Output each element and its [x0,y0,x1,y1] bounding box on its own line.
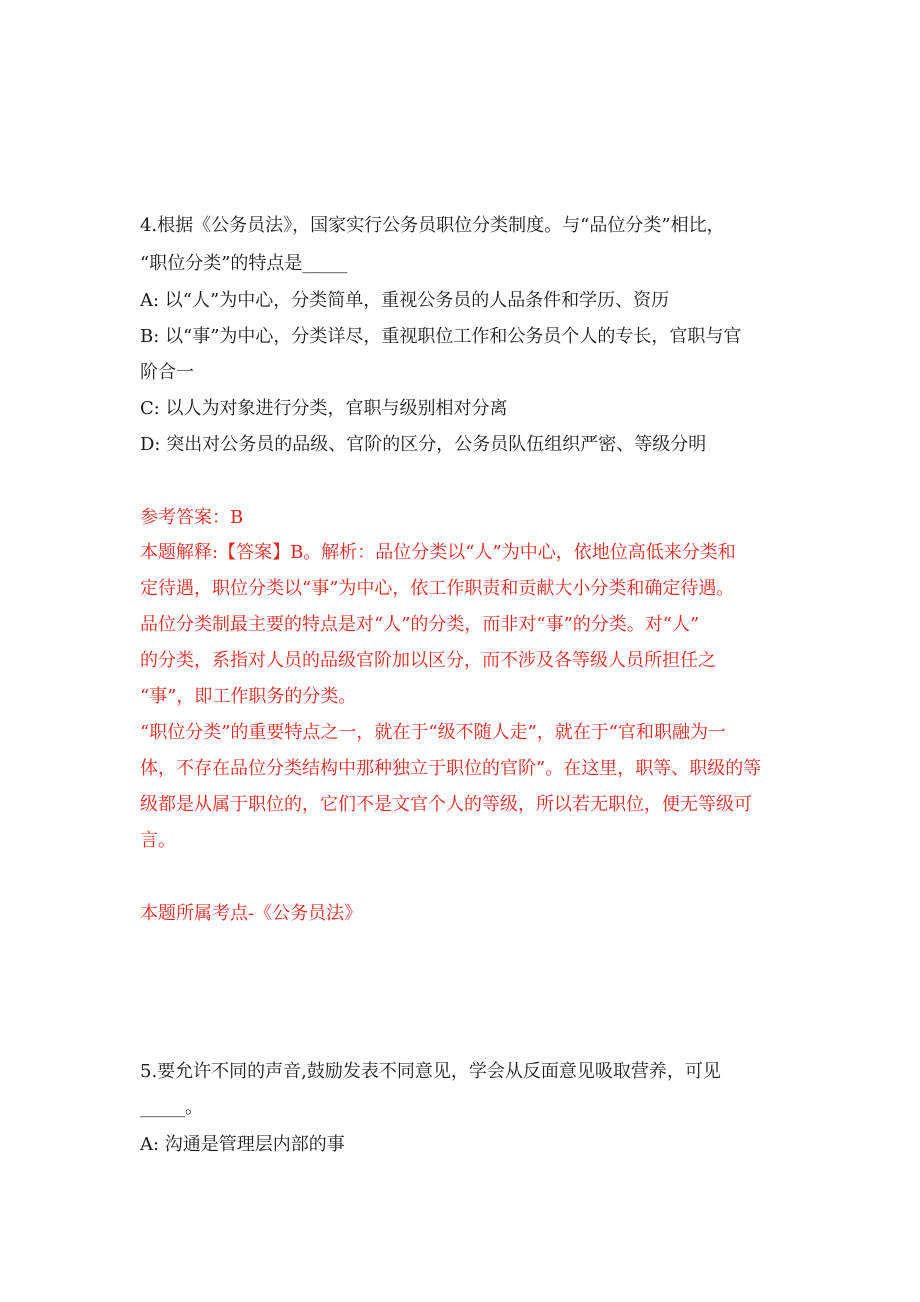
question-4-explanation-line-9: 言。 [140,830,176,851]
question-4-explanation-line-8: 级都是从属于职位的，它们不是文官个人的等级，所以若无职位，便无等级可 [140,794,752,815]
question-4-option-d: D: 突出对公务员的品级、官阶的区分，公务员队伍组织严密、等级分明 [140,434,707,455]
question-4-explanation-line-5: “事”，即工作职务的分类。 [140,686,357,707]
question-4-explanation-line-4: 的分类，系指对人员的品级官阶加以区分，而不涉及各等级人员所担任之 [140,650,716,671]
question-4-explanation-line-2: 定待遇，职位分类以“事”为中心，依工作职责和贡献大小分类和确定待遇。 [140,578,735,599]
question-5-stem-line-1: 5.要允许不同的声音,鼓励发表不同意见，学会从反面意见吸取营养，可见 [140,1061,721,1082]
question-4-option-a: A: 以“人”为中心，分类简单，重视公务员的人品条件和学历、资历 [140,290,670,311]
question-4-explanation-line-6: “职位分类”的重要特点之一，就在于“级不随人走”，就在于“官和职融为一 [140,722,727,743]
question-4-explanation-line-3: 品位分类制最主要的特点是对“人”的分类，而非对“事”的分类。对“人” [140,614,700,635]
question-4-stem-line-1: 4.根据《公务员法》，国家实行公务员职位分类制度。与“品位分类”相比， [140,215,725,236]
question-4-option-b: B: 以“事”为中心，分类详尽，重视职位工作和公务员个人的专长，官职与官 [140,326,742,347]
question-4-topic: 本题所属考点-《公务员法》 [140,903,363,924]
question-4-stem-line-2: “职位分类”的特点是_____ [140,253,348,274]
question-5-option-a: A: 沟通是管理层内部的事 [140,1134,345,1155]
question-4-explanation-line-1: 本题解释:【答案】B。解析：品位分类以“人”为中心，依地位高低来分类和 [140,542,736,563]
question-4-explanation-line-7: 体，不存在品位分类结构中那种独立于职位的官阶”。在这里，职等、职级的等 [140,758,762,779]
question-4-option-b-continued: 阶合一 [140,362,194,383]
question-4-option-c: C: 以人为对象进行分类，官职与级别相对分离 [140,398,508,419]
question-4-answer: 参考答案：B [140,507,244,528]
question-5-stem-line-2: _____。 [140,1097,203,1118]
